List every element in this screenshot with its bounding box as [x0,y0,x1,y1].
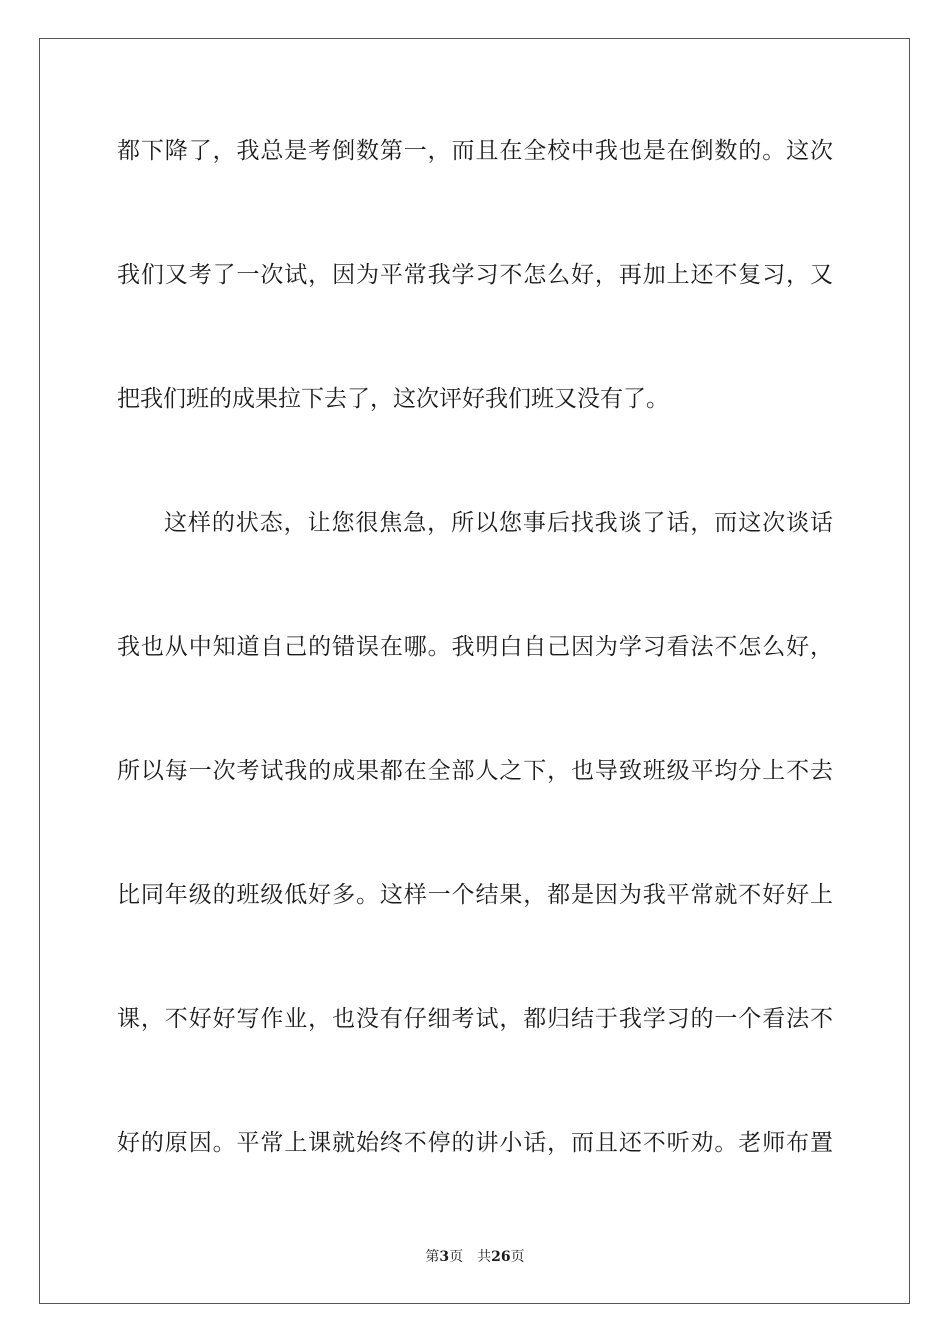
body-text-line-9: 好的原因。平常上课就始终不停的讲小话，而且还不听劝。老师布置 [117,1130,833,1156]
total-prefix: 共 [477,1249,492,1265]
body-text-line-7: 比同年级的班级低好多。这样一个结果，都是因为我平常就不好好上 [117,882,833,908]
body-text-line-8: 课，不好好写作业，也没有仔细考试，都归结于我学习的一个看法不 [117,1006,833,1032]
page-prefix: 第 [425,1249,440,1265]
paragraph-start-line: 这样的状态，让您很焦急，所以您事后找我谈了话，而这次谈话 [164,510,833,536]
body-text-line-5: 我也从中知道自己的错误在哪。我明白自己因为学习看法不怎么好， [117,634,833,660]
page-suffix: 页 [449,1249,464,1265]
body-text-line-6: 所以每一次考试我的成果都在全部人之下，也导致班级平均分上不去 [117,758,833,784]
body-text-line-2: 我们又考了一次试，因为平常我学习不怎么好，再加上还不复习，又 [117,262,833,288]
body-text-line-3: 把我们班的成果拉下去了，这次评好我们班又没有了。 [117,386,669,412]
page-border [39,38,910,1304]
total-suffix: 页 [510,1249,525,1265]
body-text-line-1: 都下降了，我总是考倒数第一，而且在全校中我也是在倒数的。这次 [117,138,833,164]
page-number: 3 [439,1249,450,1265]
page-footer [0,1248,950,1266]
total-pages: 26 [491,1249,511,1265]
